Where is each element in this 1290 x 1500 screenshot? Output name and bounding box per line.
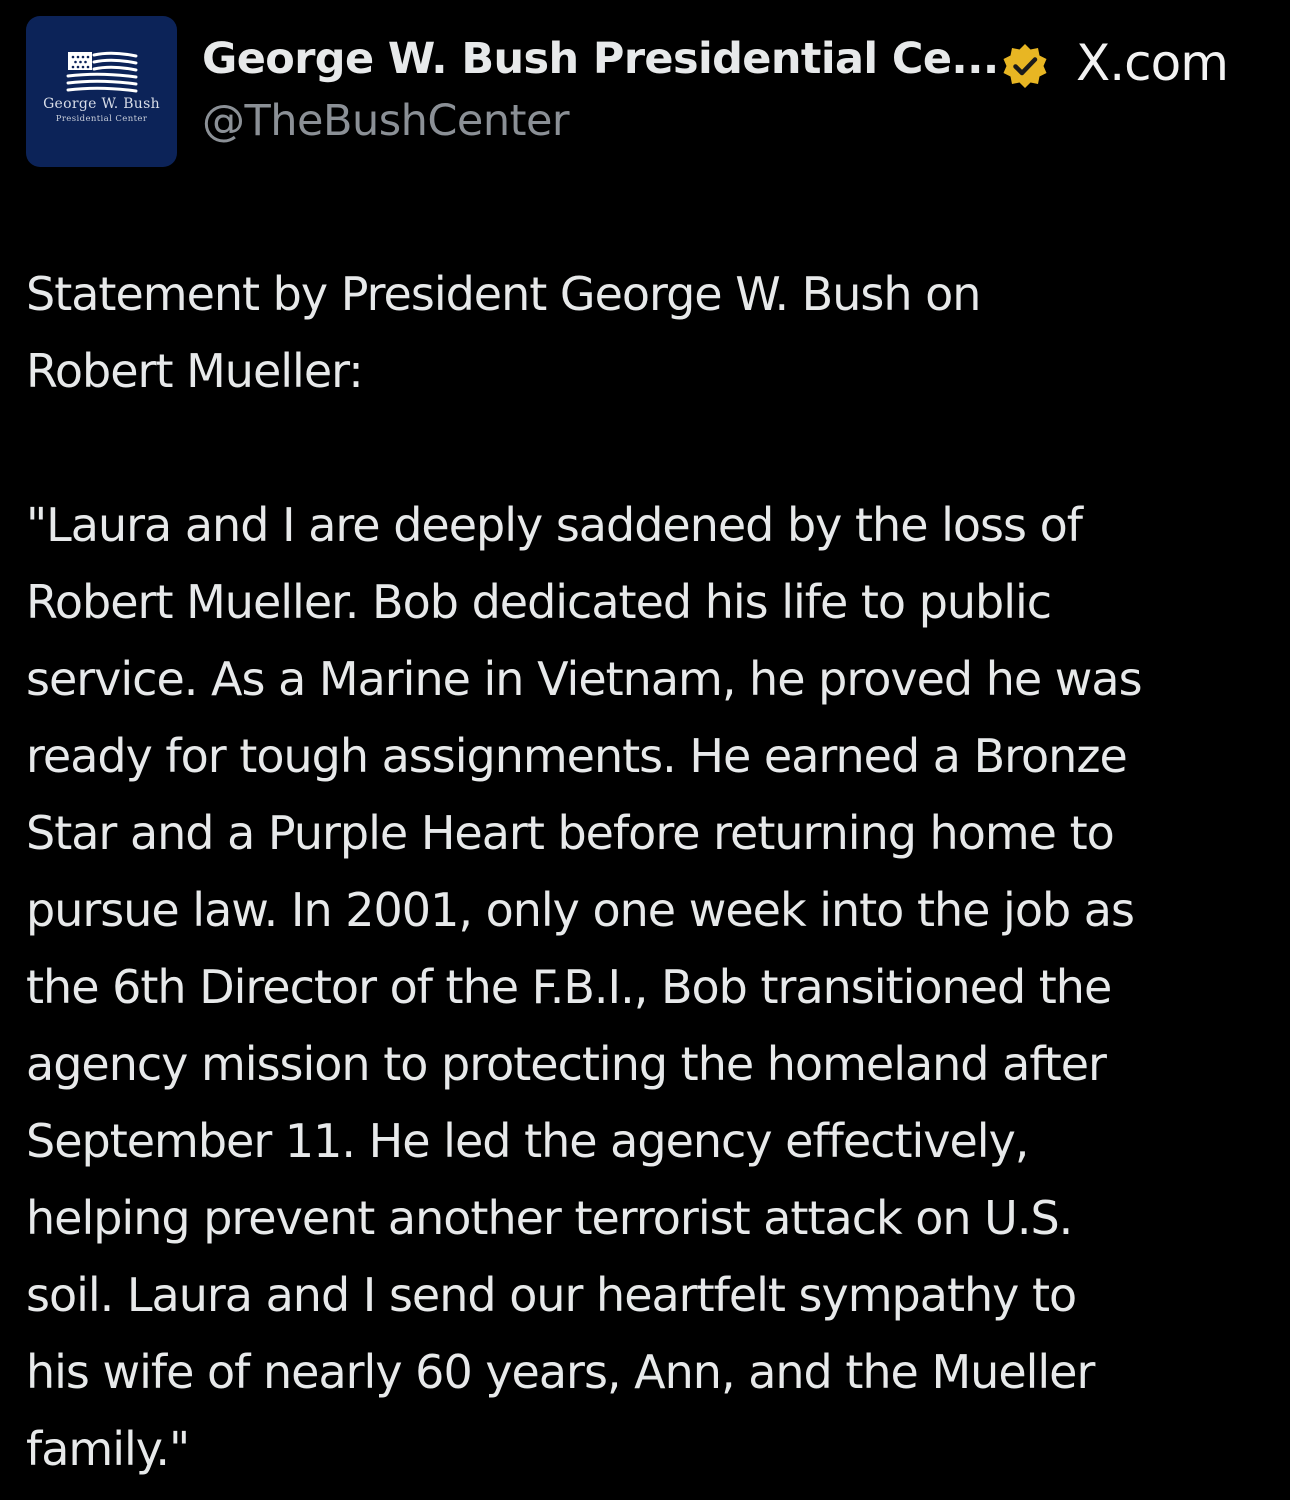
avatar-logo-subtitle: Presidential Center: [55, 114, 148, 124]
post-quote-line: the 6th Director of the F.B.I., Bob transitioned the: [26, 960, 1112, 1014]
post-quote-line: September 11. He led the agency effectively,: [26, 1114, 1029, 1168]
post-intro-line: Robert Mueller:: [26, 344, 363, 398]
avatar-logo-name: George W. Bush: [43, 96, 160, 112]
post-quote-line: agency mission to protecting the homeland after: [26, 1037, 1106, 1091]
post-quote-line: family.": [26, 1422, 190, 1476]
flag-logo-icon: [66, 48, 138, 94]
paragraph-gap: [26, 410, 1288, 487]
avatar[interactable]: [26, 16, 177, 167]
verified-badge-icon: [1001, 42, 1049, 90]
post-quote-line: service. As a Marine in Vietnam, he proved he was: [26, 652, 1142, 706]
post-quote-line: his wife of nearly 60 years, Ann, and the Mueller: [26, 1345, 1095, 1399]
post-quote-line: Robert Mueller. Bob dedicated his life to public: [26, 575, 1052, 629]
display-name[interactable]: George W. Bush Presidential Ce...: [202, 34, 999, 84]
site-name: X.com: [1076, 34, 1228, 92]
post-quote-line: ready for tough assignments. He earned a Bronze: [26, 729, 1127, 783]
user-handle[interactable]: @TheBushCenter: [202, 96, 570, 146]
post-header: [26, 16, 1276, 168]
post-text: [26, 256, 1288, 1488]
post-quote-line: "Laura and I are deeply saddened by the loss of: [26, 498, 1082, 552]
post-intro-line: Statement by President George W. Bush on: [26, 267, 981, 321]
post-quote-line: pursue law. In 2001, only one week into the job as: [26, 883, 1134, 937]
post-quote-line: soil. Laura and I send our heartfelt sympathy to: [26, 1268, 1077, 1322]
post-quote-line: helping prevent another terrorist attack on U.S.: [26, 1191, 1073, 1245]
post-quote-line: Star and a Purple Heart before returning home to: [26, 806, 1114, 860]
